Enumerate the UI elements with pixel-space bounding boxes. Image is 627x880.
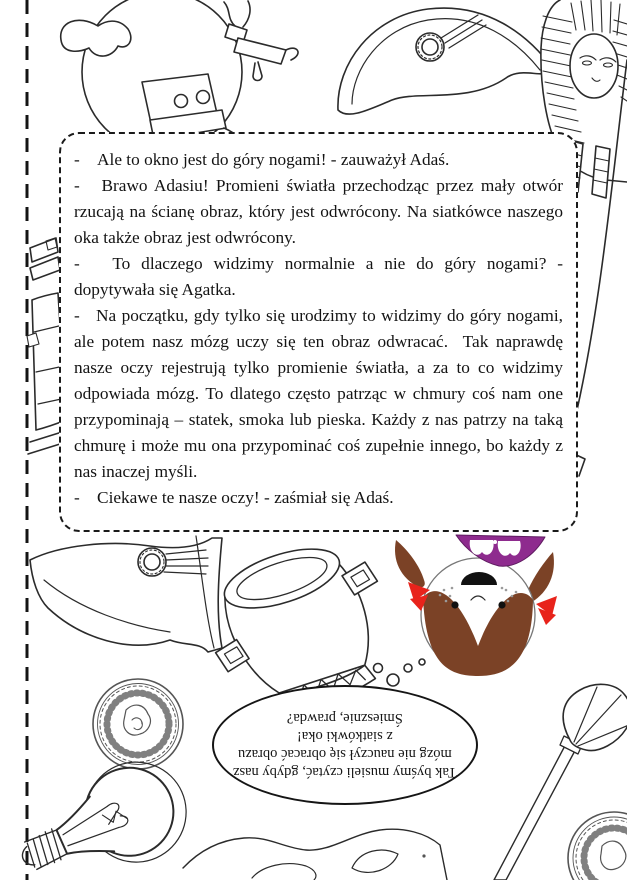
girl-character <box>395 535 557 676</box>
thought-bubble-text <box>233 709 457 781</box>
coin-drawing-right <box>568 812 627 880</box>
thought-bubble <box>212 685 478 805</box>
dialog-box <box>59 132 578 532</box>
bubble-text-line: mózg nie nauczył się obracać obrazu <box>238 746 452 762</box>
lightbulb-drawing <box>4 746 202 880</box>
dialog-paragraph: - Na początku, gdy tylko się urodzimy to widzimy do góry nogami, ale potem nasz mózg uczy się ten obraz odwracać. Tak naprawdę nasze oczy rejestrują tylko promienie światła, a za to co widzimy odpowiada mózg. To dlatego często patrząc w chmury coś nam one przypominają – statek, smoka lub pieska. Każdy z nas patrzy na taką chmurę i może mu ona przypominać coś zupełnie innego, bo każdy z nas inaczej myśli. <box>74 306 563 481</box>
eye-right <box>498 601 505 608</box>
dialog-paragraph: - Ciekawe te nasze oczy! - zaśmiał się Adaś. <box>74 488 394 507</box>
thought-trail-circles <box>374 659 426 686</box>
bubble-text-line: z siatkówki oka! <box>297 728 393 744</box>
samovar-drawing <box>61 0 298 152</box>
coin-drawing-left <box>93 679 183 769</box>
bubble-text-line: Tak byśmy musieli czytać, gdyby nasz <box>233 764 457 780</box>
eye-left <box>451 601 458 608</box>
second-bicorne-hat-drawing <box>30 536 222 652</box>
dialog-paragraph: - To dlaczego widzimy normalnie a nie do góry nogami? - dopytywała się Agatka. <box>74 254 563 299</box>
dialog-paragraph: - Brawo Adasiu! Promieni światła przechodząc przez mały otwór rzucają na ścianę obraz, który jest odwrócony. Na siatkówce naszego oka także obraz jest odwrócony. <box>74 176 563 247</box>
dialog-paragraph: - Ale to okno jest do góry nogami! - zauważył Adaś. <box>74 150 450 169</box>
bicorne-hat-drawing <box>338 8 554 114</box>
bubble-text-line: Śmiesznie, prawda? <box>287 710 403 726</box>
venetian-mask-drawing <box>183 829 447 880</box>
